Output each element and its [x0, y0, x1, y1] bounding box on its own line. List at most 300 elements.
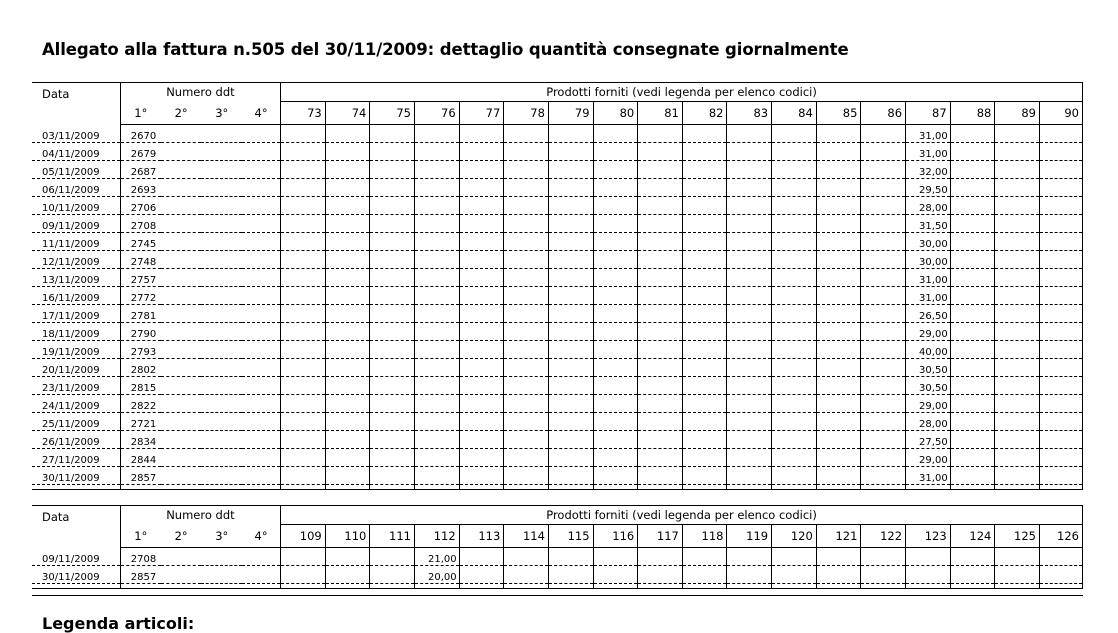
row-quantity-cell — [995, 161, 1040, 179]
row-quantity-cell — [370, 233, 415, 251]
spacer-cell — [459, 584, 504, 589]
row-ddt-empty — [201, 467, 242, 485]
row-quantity-cell — [638, 467, 683, 485]
column-header-numero-ddt: Numero ddt — [166, 508, 235, 523]
row-quantity-cell: 27,50 — [906, 431, 951, 449]
table-row — [32, 197, 1083, 215]
spacer-cell — [682, 584, 727, 589]
row-quantity-cell — [1039, 125, 1082, 143]
row-quantity-cell — [727, 179, 772, 197]
row-quantity-cell — [727, 341, 772, 359]
row-quantity-cell — [638, 413, 683, 431]
spacer-cell — [548, 584, 593, 589]
row-ddt-empty — [161, 161, 202, 179]
row-quantity-cell — [281, 413, 326, 431]
row-quantity-cell — [593, 197, 638, 215]
row-quantity-cell — [950, 431, 995, 449]
row-quantity-cell — [1039, 431, 1082, 449]
product-code-header: 86 — [861, 102, 906, 125]
table-row — [32, 215, 1083, 233]
spacer-cell — [161, 485, 202, 490]
row-ddt-1: 2857 — [120, 566, 161, 584]
row-quantity-cell — [816, 179, 861, 197]
row-quantity-cell — [995, 395, 1040, 413]
row-quantity-cell — [593, 125, 638, 143]
row-quantity-cell — [861, 548, 906, 566]
row-quantity-cell — [682, 197, 727, 215]
row-ddt-empty — [161, 269, 202, 287]
legend-title: Legenda articoli: — [42, 614, 195, 633]
row-quantity-cell — [593, 413, 638, 431]
row-quantity-cell — [772, 161, 817, 179]
spacer-cell — [281, 584, 326, 589]
row-quantity-cell — [638, 287, 683, 305]
spacer-cell — [638, 584, 683, 589]
spacer-cell — [772, 584, 817, 589]
row-date: 11/11/2009 — [32, 233, 120, 251]
product-code-header: 82 — [682, 102, 727, 125]
row-quantity-cell — [861, 305, 906, 323]
ddt-order-header: 1° — [120, 525, 161, 548]
row-quantity-cell — [638, 233, 683, 251]
row-quantity-cell — [861, 449, 906, 467]
row-date: 10/11/2009 — [32, 197, 120, 215]
product-code-header: 116 — [593, 525, 638, 548]
row-ddt-empty — [242, 323, 281, 341]
row-date: 23/11/2009 — [32, 377, 120, 395]
row-quantity-cell: 32,00 — [906, 161, 951, 179]
row-quantity-cell — [325, 269, 370, 287]
row-quantity-cell — [950, 467, 995, 485]
row-quantity-cell — [1039, 287, 1082, 305]
row-ddt-empty — [242, 233, 281, 251]
row-quantity-cell — [548, 233, 593, 251]
row-quantity-cell — [682, 305, 727, 323]
spacer-cell — [995, 485, 1040, 490]
product-code-header: 111 — [370, 525, 415, 548]
row-quantity-cell — [325, 125, 370, 143]
row-quantity-cell — [281, 341, 326, 359]
row-ddt-empty — [201, 287, 242, 305]
row-ddt-empty — [242, 449, 281, 467]
spacer-cell — [1039, 485, 1082, 490]
row-quantity-cell — [816, 269, 861, 287]
row-quantity-cell — [772, 341, 817, 359]
table-row — [32, 377, 1083, 395]
row-quantity-cell — [593, 395, 638, 413]
product-code-header: 77 — [459, 102, 504, 125]
row-quantity-cell — [995, 431, 1040, 449]
column-header-data: Data — [32, 83, 120, 125]
row-date: 20/11/2009 — [32, 359, 120, 377]
row-quantity-cell — [861, 197, 906, 215]
product-code-header: 110 — [325, 525, 370, 548]
row-quantity-cell: 30,00 — [906, 233, 951, 251]
row-quantity-cell — [325, 233, 370, 251]
row-date: 03/11/2009 — [32, 125, 120, 143]
row-ddt-empty — [161, 323, 202, 341]
row-quantity-cell — [727, 431, 772, 449]
row-quantity-cell: 31,00 — [906, 287, 951, 305]
row-quantity-cell: 31,00 — [906, 143, 951, 161]
row-quantity-cell — [370, 179, 415, 197]
row-quantity-cell — [950, 449, 995, 467]
row-quantity-cell — [950, 179, 995, 197]
row-quantity-cell — [459, 143, 504, 161]
row-quantity-cell — [548, 125, 593, 143]
row-quantity-cell — [504, 341, 549, 359]
row-quantity-cell — [995, 215, 1040, 233]
row-quantity-cell — [861, 467, 906, 485]
row-quantity-cell — [995, 413, 1040, 431]
row-quantity-cell — [638, 251, 683, 269]
row-quantity-cell — [772, 251, 817, 269]
row-ddt-1: 2708 — [120, 215, 161, 233]
row-quantity-cell — [682, 359, 727, 377]
spacer-cell — [727, 485, 772, 490]
row-quantity-cell — [459, 359, 504, 377]
row-quantity-cell — [504, 449, 549, 467]
row-quantity-cell — [950, 197, 995, 215]
spacer-cell — [242, 485, 281, 490]
row-ddt-empty — [201, 395, 242, 413]
row-quantity-cell — [638, 179, 683, 197]
table-row — [32, 449, 1083, 467]
row-quantity-cell: 29,00 — [906, 449, 951, 467]
row-quantity-cell — [995, 143, 1040, 161]
row-quantity-cell — [459, 467, 504, 485]
row-quantity-cell — [995, 269, 1040, 287]
row-quantity-cell — [548, 449, 593, 467]
row-ddt-empty — [201, 413, 242, 431]
row-date: 26/11/2009 — [32, 431, 120, 449]
row-quantity-cell — [816, 395, 861, 413]
row-quantity-cell — [370, 395, 415, 413]
row-quantity-cell — [370, 377, 415, 395]
row-quantity-cell — [548, 341, 593, 359]
table-row — [32, 305, 1083, 323]
row-quantity-cell — [1039, 161, 1082, 179]
spacer-cell — [201, 485, 242, 490]
row-date: 17/11/2009 — [32, 305, 120, 323]
row-quantity-cell — [325, 359, 370, 377]
product-code-header: 83 — [727, 102, 772, 125]
row-quantity-cell — [682, 566, 727, 584]
row-quantity-cell — [593, 305, 638, 323]
row-quantity-cell — [415, 431, 460, 449]
row-quantity-cell — [325, 323, 370, 341]
row-ddt-empty — [161, 548, 202, 566]
row-date: 24/11/2009 — [32, 395, 120, 413]
row-ddt-empty — [201, 305, 242, 323]
row-quantity-cell — [415, 179, 460, 197]
row-quantity-cell — [1039, 377, 1082, 395]
row-ddt-empty — [242, 413, 281, 431]
row-date: 27/11/2009 — [32, 449, 120, 467]
row-quantity-cell — [459, 566, 504, 584]
row-ddt-empty — [161, 467, 202, 485]
row-quantity-cell — [995, 548, 1040, 566]
row-quantity-cell — [638, 125, 683, 143]
row-quantity-cell — [459, 323, 504, 341]
spacer-cell — [370, 584, 415, 589]
row-quantity-cell — [682, 233, 727, 251]
row-ddt-empty — [201, 179, 242, 197]
table-row — [32, 548, 1083, 566]
row-quantity-cell — [861, 395, 906, 413]
table-row — [32, 431, 1083, 449]
row-ddt-empty — [161, 251, 202, 269]
row-quantity-cell — [1039, 467, 1082, 485]
row-ddt-empty — [242, 359, 281, 377]
row-quantity-cell: 29,00 — [906, 323, 951, 341]
row-quantity-cell — [816, 548, 861, 566]
row-quantity-cell — [415, 395, 460, 413]
row-quantity-cell — [861, 269, 906, 287]
row-quantity-cell — [638, 566, 683, 584]
table-row — [32, 179, 1083, 197]
row-date: 09/11/2009 — [32, 548, 120, 566]
row-quantity-cell — [415, 233, 460, 251]
row-ddt-empty — [161, 143, 202, 161]
row-quantity-cell — [727, 269, 772, 287]
product-code-header: 81 — [638, 102, 683, 125]
row-quantity-cell — [281, 143, 326, 161]
row-ddt-empty — [201, 449, 242, 467]
row-ddt-1: 2670 — [120, 125, 161, 143]
row-quantity-cell — [459, 179, 504, 197]
row-quantity-cell — [682, 449, 727, 467]
spacer-cell — [861, 485, 906, 490]
row-quantity-cell — [950, 233, 995, 251]
row-date: 25/11/2009 — [32, 413, 120, 431]
row-quantity-cell — [325, 431, 370, 449]
row-quantity-cell — [281, 566, 326, 584]
row-quantity-cell — [504, 287, 549, 305]
row-quantity-cell — [593, 377, 638, 395]
row-quantity-cell — [816, 323, 861, 341]
product-code-header: 115 — [548, 525, 593, 548]
row-quantity-cell — [638, 143, 683, 161]
row-quantity-cell — [816, 125, 861, 143]
product-code-header: 113 — [459, 525, 504, 548]
row-ddt-empty — [242, 566, 281, 584]
row-ddt-empty — [161, 566, 202, 584]
row-quantity-cell — [459, 377, 504, 395]
row-quantity-cell — [325, 197, 370, 215]
product-code-header: 73 — [281, 102, 326, 125]
row-quantity-cell — [593, 323, 638, 341]
row-quantity-cell — [593, 341, 638, 359]
row-quantity-cell — [772, 566, 817, 584]
spacer-cell — [120, 584, 161, 589]
row-quantity-cell — [682, 215, 727, 233]
row-quantity-cell — [504, 395, 549, 413]
row-ddt-empty — [201, 431, 242, 449]
row-quantity-cell — [682, 161, 727, 179]
row-quantity-cell — [1039, 395, 1082, 413]
row-quantity-cell — [727, 323, 772, 341]
row-quantity-cell — [816, 431, 861, 449]
row-quantity-cell — [459, 215, 504, 233]
row-ddt-empty — [201, 341, 242, 359]
table-row — [32, 251, 1083, 269]
product-code-header: 84 — [772, 102, 817, 125]
row-quantity-cell — [1039, 305, 1082, 323]
spacer-cell — [727, 584, 772, 589]
row-ddt-empty — [242, 143, 281, 161]
row-quantity-cell — [415, 125, 460, 143]
row-ddt-empty — [161, 305, 202, 323]
spacer-cell — [861, 584, 906, 589]
row-ddt-empty — [161, 125, 202, 143]
table-row — [32, 323, 1083, 341]
row-quantity-cell — [950, 377, 995, 395]
spacer-cell — [816, 584, 861, 589]
row-quantity-cell — [593, 143, 638, 161]
row-quantity-cell — [682, 287, 727, 305]
row-quantity-cell — [459, 395, 504, 413]
row-quantity-cell — [950, 413, 995, 431]
row-quantity-cell — [772, 179, 817, 197]
row-quantity-cell — [950, 125, 995, 143]
row-quantity-cell — [682, 377, 727, 395]
row-quantity-cell — [816, 467, 861, 485]
row-quantity-cell — [1039, 341, 1082, 359]
row-date: 12/11/2009 — [32, 251, 120, 269]
row-quantity-cell: 29,00 — [906, 395, 951, 413]
row-quantity-cell — [727, 566, 772, 584]
row-quantity-cell — [727, 161, 772, 179]
row-quantity-cell — [415, 305, 460, 323]
spacer-cell — [325, 584, 370, 589]
row-quantity-cell — [816, 251, 861, 269]
spacer-cell — [906, 584, 951, 589]
row-quantity-cell — [504, 413, 549, 431]
row-quantity-cell — [415, 269, 460, 287]
row-quantity-cell — [950, 548, 995, 566]
row-date: 04/11/2009 — [32, 143, 120, 161]
spacer-cell — [32, 584, 120, 589]
row-ddt-1: 2834 — [120, 431, 161, 449]
row-quantity-cell — [861, 341, 906, 359]
row-quantity-cell — [548, 143, 593, 161]
row-quantity-cell — [816, 161, 861, 179]
row-quantity-cell — [370, 197, 415, 215]
spacer-cell — [950, 584, 995, 589]
row-quantity-cell — [415, 449, 460, 467]
row-quantity-cell — [772, 431, 817, 449]
row-quantity-cell — [861, 287, 906, 305]
row-quantity-cell — [995, 467, 1040, 485]
product-code-header: 90 — [1039, 102, 1082, 125]
spacer-cell — [120, 485, 161, 490]
row-date: 16/11/2009 — [32, 287, 120, 305]
row-quantity-cell — [816, 233, 861, 251]
row-quantity-cell — [772, 548, 817, 566]
row-quantity-cell — [504, 359, 549, 377]
row-date: 30/11/2009 — [32, 467, 120, 485]
spacer-cell — [638, 485, 683, 490]
row-quantity-cell — [682, 395, 727, 413]
row-quantity-cell — [638, 449, 683, 467]
row-quantity-cell — [370, 269, 415, 287]
row-quantity-cell — [459, 413, 504, 431]
row-quantity-cell — [950, 215, 995, 233]
row-ddt-1: 2721 — [120, 413, 161, 431]
spacer-cell — [370, 485, 415, 490]
product-code-header: 87 — [906, 102, 951, 125]
row-quantity-cell — [548, 161, 593, 179]
row-ddt-1: 2815 — [120, 377, 161, 395]
spacer-cell — [548, 485, 593, 490]
row-quantity-cell — [548, 215, 593, 233]
row-quantity-cell — [772, 233, 817, 251]
row-ddt-empty — [161, 413, 202, 431]
row-ddt-empty — [201, 215, 242, 233]
row-quantity-cell — [548, 431, 593, 449]
row-quantity-cell — [772, 125, 817, 143]
row-quantity-cell — [459, 251, 504, 269]
row-quantity-cell — [727, 305, 772, 323]
row-quantity-cell — [593, 215, 638, 233]
row-ddt-empty — [161, 449, 202, 467]
row-quantity-cell — [370, 566, 415, 584]
row-quantity-cell — [638, 341, 683, 359]
row-quantity-cell — [1039, 323, 1082, 341]
row-quantity-cell — [504, 467, 549, 485]
row-ddt-empty — [242, 251, 281, 269]
row-ddt-empty — [201, 233, 242, 251]
row-quantity-cell — [415, 467, 460, 485]
row-ddt-1: 2793 — [120, 341, 161, 359]
row-quantity-cell — [861, 413, 906, 431]
table-row — [32, 143, 1083, 161]
table-row — [32, 413, 1083, 431]
row-quantity-cell — [995, 377, 1040, 395]
row-quantity-cell — [281, 269, 326, 287]
spacer-cell — [161, 584, 202, 589]
row-quantity-cell — [816, 341, 861, 359]
row-quantity-cell — [727, 197, 772, 215]
row-quantity-cell — [772, 215, 817, 233]
row-ddt-empty — [242, 215, 281, 233]
row-quantity-cell — [727, 359, 772, 377]
row-ddt-empty — [201, 197, 242, 215]
row-ddt-empty — [161, 215, 202, 233]
row-ddt-empty — [161, 395, 202, 413]
row-ddt-1: 2706 — [120, 197, 161, 215]
row-quantity-cell — [593, 179, 638, 197]
row-ddt-1: 2844 — [120, 449, 161, 467]
row-quantity-cell — [861, 125, 906, 143]
product-code-header: 78 — [504, 102, 549, 125]
product-code-header: 121 — [816, 525, 861, 548]
row-quantity-cell — [325, 287, 370, 305]
spacer-cell — [201, 584, 242, 589]
spacer-cell — [995, 584, 1040, 589]
row-ddt-empty — [201, 548, 242, 566]
deliveries-table-1 — [32, 82, 1083, 490]
ddt-order-header: 1° — [120, 102, 161, 125]
row-ddt-1: 2687 — [120, 161, 161, 179]
row-quantity-cell — [281, 287, 326, 305]
row-quantity-cell — [861, 179, 906, 197]
row-quantity-cell — [950, 161, 995, 179]
product-code-header: 112 — [415, 525, 460, 548]
row-date: 09/11/2009 — [32, 215, 120, 233]
row-quantity-cell — [415, 251, 460, 269]
